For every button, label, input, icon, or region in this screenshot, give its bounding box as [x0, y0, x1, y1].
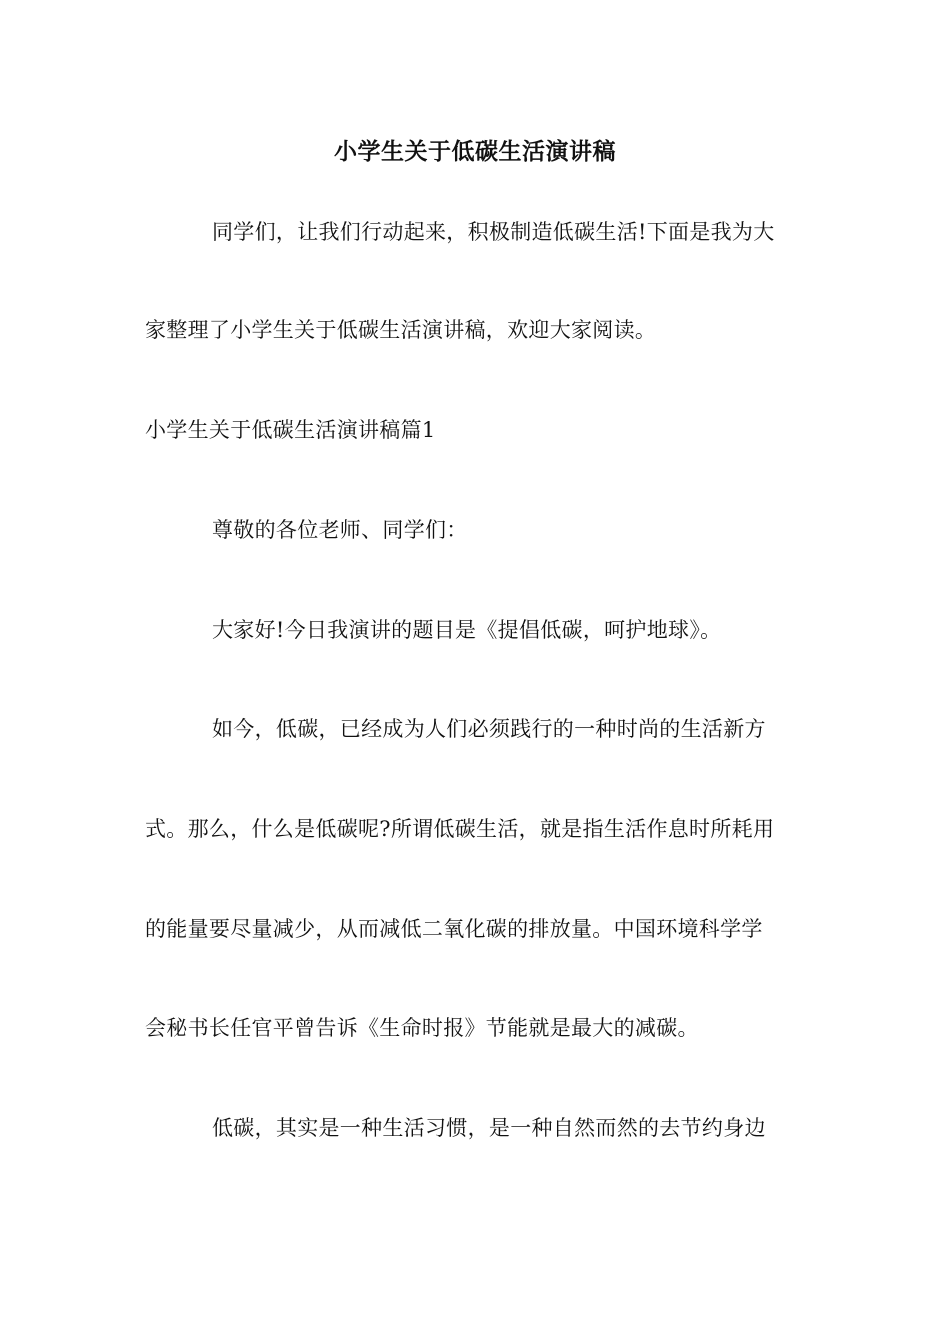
document-title: 小学生关于低碳生活演讲稿: [334, 138, 616, 165]
paragraph-line: 的能量要尽量减少，从而减低二氧化碳的排放量。中国环境科学学: [145, 917, 763, 941]
section-heading: 小学生关于低碳生活演讲稿篇1: [145, 418, 436, 442]
paragraph-line: 同学们，让我们行动起来，积极制造低碳生活!下面是我为大: [212, 220, 775, 244]
paragraph-line: 式。那么，什么是低碳呢?所谓低碳生活，就是指生活作息时所耗用: [145, 817, 775, 841]
paragraph-line: 家整理了小学生关于低碳生活演讲稿，欢迎大家阅读。: [145, 318, 657, 342]
paragraph-line: 大家好!今日我演讲的题目是《提倡低碳，呵护地球》。: [212, 618, 722, 642]
paragraph-line: 低碳，其实是一种生活习惯，是一种自然而然的去节约身边: [212, 1116, 766, 1140]
paragraph-line: 会秘书长任官平曾告诉《生命时报》节能就是最大的减碳。: [145, 1016, 699, 1040]
salutation-line: 尊敬的各位老师、同学们：: [212, 518, 468, 542]
paragraph-line: 如今，低碳，已经成为人们必须践行的一种时尚的生活新方: [212, 717, 766, 741]
